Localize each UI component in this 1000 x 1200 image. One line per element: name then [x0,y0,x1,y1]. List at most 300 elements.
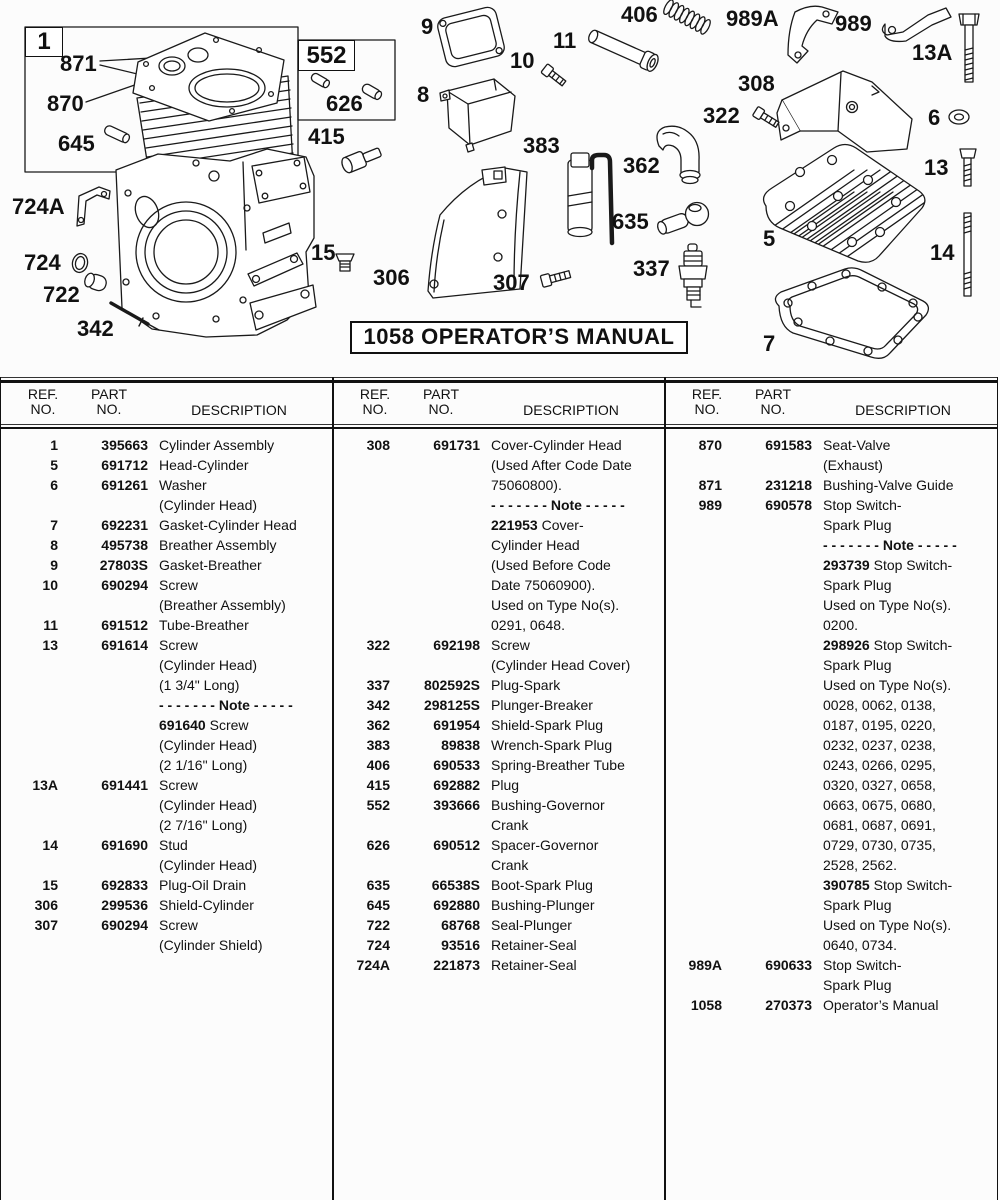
table-row [333,955,665,975]
part-no-cell: 27803S [99,557,148,574]
table-row [1,615,333,635]
table-row [665,935,996,955]
description-cell: Used on Type No(s). [491,597,620,614]
table-row [333,875,665,895]
description-cell: 293739 Stop Switch- [823,557,953,574]
table-row [333,835,665,855]
table-row [1,455,333,475]
ref-no-cell: 337 [366,677,390,694]
description-cell: Cover-Cylinder Head [491,437,622,454]
description-cell: (Cylinder Head) [159,657,258,674]
part-no-cell: 692880 [433,897,480,914]
ref-no-cell: 10 [42,577,58,594]
description-cell: 0729, 0730, 0735, [823,837,936,854]
diagram-label-724: 724 [24,250,61,275]
diagram-label-989a: 989A [726,6,779,31]
diagram-label-406: 406 [621,2,658,27]
part-no-cell: 691690 [101,837,148,854]
ref-no-cell: 724A [356,957,390,974]
part-14-stud-drawing [964,213,971,296]
ref-no-cell: 406 [366,757,390,774]
description-cell: Used on Type No(s). [823,677,952,694]
description-cell: 0291, 0648. [491,617,565,634]
description-cell: (Cylinder Head) [159,497,258,514]
part-no-cell: 691614 [101,637,148,654]
part-no-cell: 691954 [433,717,480,734]
diagram-label-1: 1 [25,27,63,57]
part-13a-screw-drawing [959,14,979,82]
diagram-label-13a: 13A [912,40,953,65]
diagram-label-10: 10 [510,48,535,73]
description-cell: 221953 Cover- [491,517,584,534]
ref-no-cell: 13A [32,777,58,794]
part-no-cell: 298125S [423,697,480,714]
description-cell: 0320, 0327, 0658, [823,777,936,794]
diagram-label-306: 306 [373,265,410,290]
description-cell: 75060800). [491,477,562,494]
table-row [665,895,996,915]
table-row [333,855,665,875]
part-11-tube-drawing [586,27,660,73]
ref-no-cell: 13 [42,637,58,654]
ref-no-cell: 362 [366,717,390,734]
diagram-label-9: 9 [421,14,434,39]
part-no-cell: 691712 [101,457,148,474]
table-row [665,795,996,815]
table-row [665,995,996,1015]
table-row [1,655,333,675]
diagram-label-871: 871 [60,51,97,76]
description-cell: Operator’s Manual [823,997,939,1014]
table-row [665,635,996,655]
part-724a-retainer-drawing [77,187,110,226]
description-cell: (Used Before Code [491,557,611,574]
description-cell: Spark Plug [823,897,892,914]
table-row [333,695,665,715]
description-cell: Shield-Spark Plug [491,717,604,734]
description-cell: (Used After Code Date [491,457,632,474]
part-no-cell: 691261 [101,477,148,494]
description-cell: 691640 Screw [159,717,249,734]
exploded-parts-diagram [0,0,1000,377]
diagram-label-13: 13 [924,155,949,180]
part-no-cell: 691441 [101,777,148,794]
diagram-label-724a: 724A [12,194,65,219]
parts-table [0,377,998,1200]
description-cell: Used on Type No(s). [823,917,952,934]
description-cell: 2528, 2562. [823,857,897,874]
description-cell: Seal-Plunger [491,917,572,934]
diagram-label-308: 308 [738,71,775,96]
diagram-label-383: 383 [523,133,560,158]
description-cell: Cylinder Assembly [159,437,275,454]
description-cell: Cylinder Head [491,537,580,554]
table-row [1,435,333,455]
ref-no-cell: 308 [366,437,390,454]
table-row [333,455,665,475]
description-cell: Plug [491,777,520,794]
ref-no-cell: 342 [366,697,390,714]
part-no-cell: 299536 [101,897,148,914]
table-row [665,535,996,555]
ref-no-cell: 626 [366,837,390,854]
diagram-label-415: 415 [308,124,345,149]
description-cell: 0243, 0266, 0295, [823,757,936,774]
description-cell: Retainer-Seal [491,937,577,954]
description-cell: (1 3/4" Long) [159,677,240,694]
part-383-wrench-drawing [568,153,612,243]
diagram-label-322: 322 [703,103,740,128]
table-row [333,755,665,775]
table-row [333,615,665,635]
part-no-cell: 89838 [441,737,480,754]
table-row [665,775,996,795]
ref-no-cell: 307 [34,917,58,934]
description-cell: (2 1/16" Long) [159,757,248,774]
ref-no-cell: 871 [698,477,722,494]
table-row [1,695,333,715]
description-cell: (Exhaust) [823,457,883,474]
part-722-seal-drawing [83,272,108,293]
part-no-cell: 692231 [101,517,148,534]
description-cell: Spark Plug [823,977,892,994]
description-cell: Spark Plug [823,577,892,594]
table-row [665,495,996,515]
part-no-cell: 692198 [433,637,480,654]
description-cell: Crank [491,817,529,834]
diagram-label-645: 645 [58,131,95,156]
part-626-spacer-drawing [361,83,383,101]
description-cell: Stud [159,837,188,854]
description-cell: 0640, 0734. [823,937,897,954]
description-cell: Screw [159,577,198,594]
description-cell: Stop Switch- [823,497,902,514]
diagram-label-8: 8 [417,82,430,107]
diagram-label-362: 362 [623,153,660,178]
ref-no-cell: 1058 [690,997,722,1014]
part-308-cover-drawing [777,71,912,152]
description-cell: Bushing-Plunger [491,897,595,914]
part-645-bushing-drawing [103,124,131,144]
table-row [665,575,996,595]
table-row [1,755,333,775]
ref-no-cell: 11 [43,617,58,634]
part-13-screw-drawing [960,149,976,186]
part-no-cell: 395663 [101,437,148,454]
part-no-cell: 270373 [765,997,812,1014]
table-row [1,935,333,955]
table-row [333,435,665,455]
diagram-label-552: 552 [298,40,355,71]
table-row [333,815,665,835]
part-cylinder-assembly-drawing [116,33,316,337]
table-row [1,635,333,655]
table-row [1,575,333,595]
description-cell: Retainer-Seal [491,957,577,974]
ref-no-cell: 9 [50,557,58,574]
diagram-label-342: 342 [77,316,114,341]
ref-no-cell: 870 [698,437,722,454]
table-header-row [1,383,997,424]
diagram-label-307: 307 [493,270,530,295]
table-row [1,815,333,835]
ref-no-cell: 383 [366,737,390,754]
table-row [333,795,665,815]
description-cell: Used on Type No(s). [823,597,952,614]
table-row [665,555,996,575]
part-no-cell: 231218 [765,477,812,494]
header-description: DESCRIPTION [191,401,287,418]
table-row [665,975,996,995]
header-part-no: PART NO. [754,385,792,418]
header-ref-no: REF. NO. [27,385,59,418]
ref-no-cell: 722 [366,917,390,934]
part-no-cell: 690633 [765,957,812,974]
column-divider [664,377,666,1200]
diagram-label-722: 722 [43,282,80,307]
description-cell: (Cylinder Head) [159,797,258,814]
description-cell: Washer [159,477,207,494]
table-row [333,535,665,555]
part-989a-stop-switch-drawing [788,6,838,63]
diagram-label-14: 14 [930,240,955,265]
table-row [665,655,996,675]
ref-no-cell: 306 [34,897,58,914]
table-row [1,735,333,755]
part-no-cell: 690294 [101,577,148,594]
description-cell: Plunger-Breaker [491,697,593,714]
table-row [333,475,665,495]
table-row [1,775,333,795]
table-row [333,575,665,595]
diagram-label-15: 15 [311,240,336,265]
table-row [1,595,333,615]
description-cell: Screw [491,637,530,654]
part-635-boot-drawing [656,203,709,236]
description-cell: (Cylinder Head Cover) [491,657,631,674]
diagram-label-626: 626 [326,91,363,116]
part-no-cell: 692882 [433,777,480,794]
description-cell: Seat-Valve [823,437,891,454]
header-part-no: PART NO. [422,385,460,418]
description-cell: Gasket-Breather [159,557,262,574]
part-10-screw-drawing [541,64,567,88]
part-406-spring-drawing [662,0,712,35]
description-cell: Screw [159,917,198,934]
diagram-label-635: 635 [612,209,649,234]
table-row [333,515,665,535]
description-cell: Bushing-Governor [491,797,605,814]
header-description: DESCRIPTION [855,401,951,418]
ref-no-cell: 989A [688,957,722,974]
diagram-label-337: 337 [633,256,670,281]
description-cell: 298926 Stop Switch- [823,637,953,654]
ref-no-cell: 8 [50,537,58,554]
part-6-washer-drawing [949,110,969,124]
description-cell: 0028, 0062, 0138, [823,697,936,714]
ref-no-cell: 724 [366,937,390,954]
column-divider [332,377,334,1200]
table-row [1,875,333,895]
part-552-bushing-drawing [310,72,331,89]
description-cell: Plug-Oil Drain [159,877,247,894]
header-description: DESCRIPTION [523,401,619,418]
parts-column-1 [1,429,333,955]
ref-no-cell: 415 [366,777,390,794]
part-15-plug-drawing [336,254,354,271]
table-row [333,675,665,695]
table-row [1,795,333,815]
part-724-retainer-drawing [71,252,90,274]
part-no-cell: 68768 [441,917,480,934]
description-cell: Spark Plug [823,517,892,534]
ref-no-cell: 989 [698,497,722,514]
table-row [665,715,996,735]
description-cell: Crank [491,857,529,874]
table-row [1,895,333,915]
table-header-col-1 [1,383,333,424]
ref-no-cell: 645 [366,897,390,914]
description-cell: Screw [159,637,198,654]
parts-column-2 [333,429,665,975]
part-415-plug-drawing [340,144,383,174]
description-cell: Date 75060900). [491,577,596,594]
ref-no-cell: 5 [50,457,58,474]
ref-no-cell: 7 [50,517,58,534]
table-row [665,435,996,455]
diagram-label-5: 5 [763,226,776,251]
table-row [333,775,665,795]
header-part-no: PART NO. [90,385,128,418]
part-7-gasket-drawing [775,268,928,358]
table-row [333,555,665,575]
description-cell: 0187, 0195, 0220, [823,717,936,734]
description-cell: Stop Switch- [823,957,902,974]
diagram-label-6: 6 [928,105,941,130]
table-row [665,835,996,855]
description-cell: Boot-Spark Plug [491,877,593,894]
part-9-gasket-drawing [436,5,506,68]
diagram-label-11: 11 [553,28,577,53]
table-row [333,655,665,675]
description-cell: (Cylinder Head) [159,857,258,874]
part-no-cell: 66538S [431,877,480,894]
part-989-stop-switch-drawing [882,8,951,41]
table-row [1,915,333,935]
ref-no-cell: 15 [42,877,58,894]
description-cell: Spacer-Governor [491,837,599,854]
table-row [333,595,665,615]
table-row [665,455,996,475]
part-no-cell: 93516 [441,937,480,954]
part-no-cell: 692833 [101,877,148,894]
part-307-screw-drawing [540,268,571,287]
ref-no-cell: 552 [366,797,390,814]
part-362-shield-drawing [657,126,700,183]
table-row [665,875,996,895]
part-no-cell: 690294 [101,917,148,934]
description-cell: Tube-Breather [159,617,249,634]
part-no-cell: 495738 [101,537,148,554]
operators-manual-label: 1058 OPERATOR’S MANUAL [350,321,688,354]
header-ref-no: REF. NO. [359,385,391,418]
table-row [665,695,996,715]
ref-no-cell: 322 [366,637,390,654]
header-ref-no: REF. NO. [691,385,723,418]
table-row [1,715,333,735]
table-row [665,955,996,975]
ref-no-cell: 14 [42,837,58,854]
table-row [1,495,333,515]
description-cell: - - - - - - - Note - - - - - [159,697,293,714]
table-row [333,635,665,655]
part-337-spark-plug-drawing [679,244,707,307]
description-cell: 0200. [823,617,859,634]
diagram-label-870: 870 [47,91,84,116]
table-row [665,675,996,695]
description-cell: 0681, 0687, 0691, [823,817,936,834]
description-cell: (2 7/16" Long) [159,817,248,834]
description-cell: - - - - - - - Note - - - - - [823,537,957,554]
table-row [333,495,665,515]
description-cell: 0232, 0237, 0238, [823,737,936,754]
part-no-cell: 393666 [433,797,480,814]
part-8-breather-drawing [440,79,515,152]
table-row [1,855,333,875]
description-cell: Plug-Spark [491,677,561,694]
part-no-cell: 690533 [433,757,480,774]
table-row [333,895,665,915]
description-cell: Wrench-Spark Plug [491,737,613,754]
table-row [1,535,333,555]
table-row [665,515,996,535]
description-cell: Spring-Breather Tube [491,757,625,774]
table-row [1,675,333,695]
table-body [1,429,997,1015]
part-no-cell: 690512 [433,837,480,854]
part-no-cell: 691731 [433,437,480,454]
table-row [333,915,665,935]
part-322-screw-drawing [752,106,780,129]
table-header-col-3 [665,383,996,424]
ref-no-cell: 1 [50,437,58,454]
table-row [333,935,665,955]
description-cell: Screw [159,777,198,794]
diagram-label-989: 989 [835,11,872,36]
part-no-cell: 690578 [765,497,812,514]
table-row [1,515,333,535]
table-row [665,615,996,635]
description-cell: Head-Cylinder [159,457,249,474]
table-header-col-2 [333,383,665,424]
parts-column-3 [665,429,996,1015]
table-row [665,915,996,935]
part-no-cell: 691512 [101,617,148,634]
table-row [1,475,333,495]
description-cell: (Cylinder Head) [159,737,258,754]
description-cell: - - - - - - - Note - - - - - [491,497,625,514]
table-row [665,855,996,875]
ref-no-cell: 6 [50,477,58,494]
part-no-cell: 221873 [433,957,480,974]
table-row [1,555,333,575]
diagram-label-7: 7 [763,331,776,356]
table-row [665,595,996,615]
part-no-cell: 802592S [423,677,480,694]
description-cell: 390785 Stop Switch- [823,877,953,894]
table-row [333,715,665,735]
table-row [665,755,996,775]
